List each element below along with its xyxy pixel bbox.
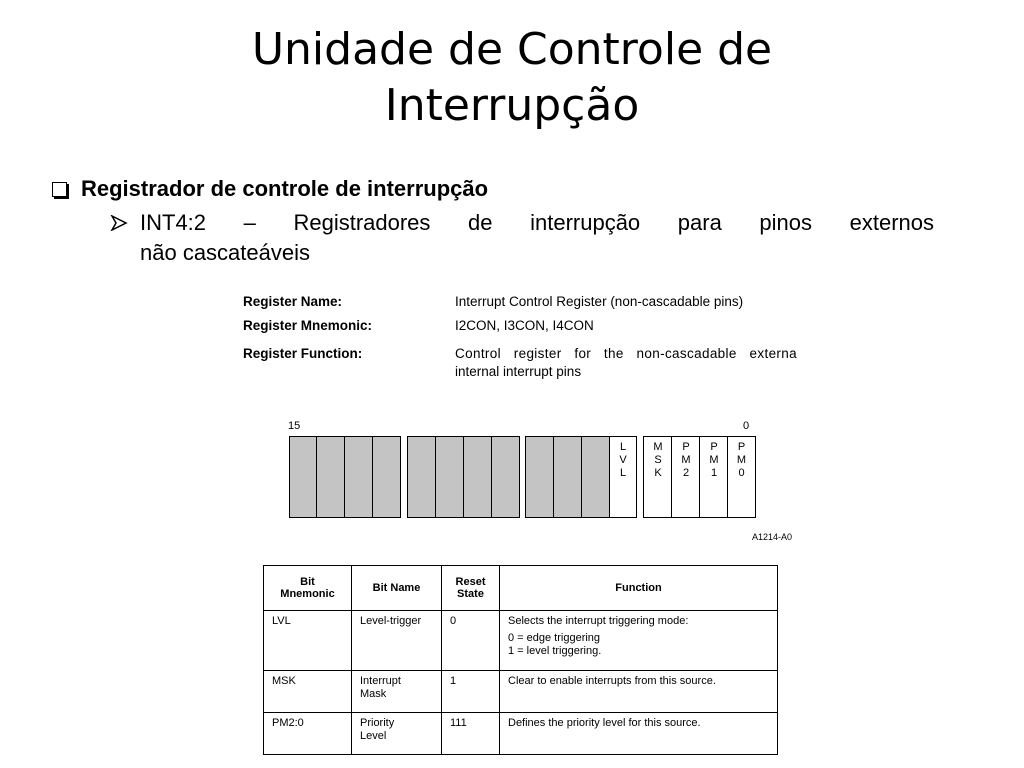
cell-mnemonic: LVL bbox=[264, 611, 352, 671]
cell-name: Priority Level bbox=[352, 713, 442, 755]
bit-10 bbox=[435, 436, 465, 518]
bit-pm1 bbox=[699, 436, 729, 518]
cell-name: Interrupt Mask bbox=[352, 671, 442, 713]
bit-pm2 bbox=[671, 436, 701, 518]
bit-9 bbox=[463, 436, 493, 518]
bit-pm0 bbox=[727, 436, 756, 518]
function-text: Selects the interrupt triggering mode: bbox=[508, 615, 689, 627]
bit-pm0-label: P M 0 bbox=[736, 441, 747, 479]
cell-name: Level-trigger bbox=[352, 611, 442, 671]
bit-15 bbox=[289, 436, 318, 518]
bullet-level-1-text: Registrador de controle de interrupção bbox=[81, 176, 489, 201]
figure-id: A1214-A0 bbox=[751, 532, 792, 542]
register-function-line-2: internal interrupt pins bbox=[455, 364, 582, 379]
bit-lvl-label: L V L bbox=[619, 441, 627, 479]
bit-msk bbox=[643, 436, 673, 518]
cell-reset: 111 bbox=[442, 713, 500, 755]
bit-description-table bbox=[263, 565, 778, 755]
register-function-value bbox=[455, 345, 797, 381]
title-line-1: Unidade de Controle de bbox=[251, 24, 773, 75]
arrow-bullet-icon bbox=[110, 215, 128, 231]
register-function-line-1: Control register for the non-cascadable externa bbox=[455, 346, 797, 361]
bullet-level-2-line-2: não cascateáveis bbox=[140, 240, 310, 265]
bit-7 bbox=[525, 436, 555, 518]
register-mnemonic-label: Register Mnemonic: bbox=[243, 318, 373, 333]
bit-number-low: 0 bbox=[743, 420, 750, 432]
table-row bbox=[264, 671, 778, 713]
register-name-value: Interrupt Control Register (non-cascadable pins) bbox=[455, 294, 744, 309]
slide-title bbox=[0, 22, 1024, 134]
table-header-row bbox=[264, 566, 778, 611]
cell-mnemonic: MSK bbox=[264, 671, 352, 713]
bitfield-diagram bbox=[280, 420, 800, 545]
register-function-label: Register Function: bbox=[243, 346, 363, 361]
cell-function: Defines the priority level for this source. bbox=[500, 713, 778, 755]
cell-reset: 0 bbox=[442, 611, 500, 671]
bit-11 bbox=[407, 436, 437, 518]
bit-number-high: 15 bbox=[288, 420, 301, 432]
cell-function: Clear to enable interrupts from this source. bbox=[500, 671, 778, 713]
bullet-level-1 bbox=[52, 176, 488, 202]
register-mnemonic-value: I2CON, I3CON, I4CON bbox=[455, 318, 594, 333]
header-reset-state: Reset State bbox=[442, 566, 500, 611]
header-function: Function bbox=[500, 566, 778, 611]
bit-12 bbox=[372, 436, 401, 518]
function-option-1: 1 = level triggering. bbox=[508, 645, 602, 657]
table-row bbox=[264, 611, 778, 671]
bit-pm1-label: P M 1 bbox=[709, 441, 719, 479]
bullet-level-2 bbox=[110, 208, 934, 268]
bit-8 bbox=[491, 436, 520, 518]
cell-reset: 1 bbox=[442, 671, 500, 713]
bit-5 bbox=[581, 436, 611, 518]
cell-mnemonic: PM2:0 bbox=[264, 713, 352, 755]
cell-function bbox=[500, 611, 778, 671]
title-line-2: Interrupção bbox=[384, 80, 640, 131]
bit-msk-label: M S K bbox=[653, 441, 663, 479]
bit-14 bbox=[316, 436, 346, 518]
bullet-level-2-line-1: INT4:2 – Registradores de interrupção para pinos externos bbox=[140, 210, 934, 235]
header-bit-name: Bit Name bbox=[352, 566, 442, 611]
bit-13 bbox=[344, 436, 374, 518]
bit-pm2-label: P M 2 bbox=[681, 441, 691, 479]
register-name-label: Register Name: bbox=[243, 294, 343, 309]
bit-lvl bbox=[609, 436, 637, 518]
header-bit-mnemonic: Bit Mnemonic bbox=[264, 566, 352, 611]
square-bullet-icon bbox=[52, 182, 67, 197]
bit-6 bbox=[553, 436, 583, 518]
table-row bbox=[264, 713, 778, 755]
function-option-0: 0 = edge triggering bbox=[508, 632, 601, 644]
